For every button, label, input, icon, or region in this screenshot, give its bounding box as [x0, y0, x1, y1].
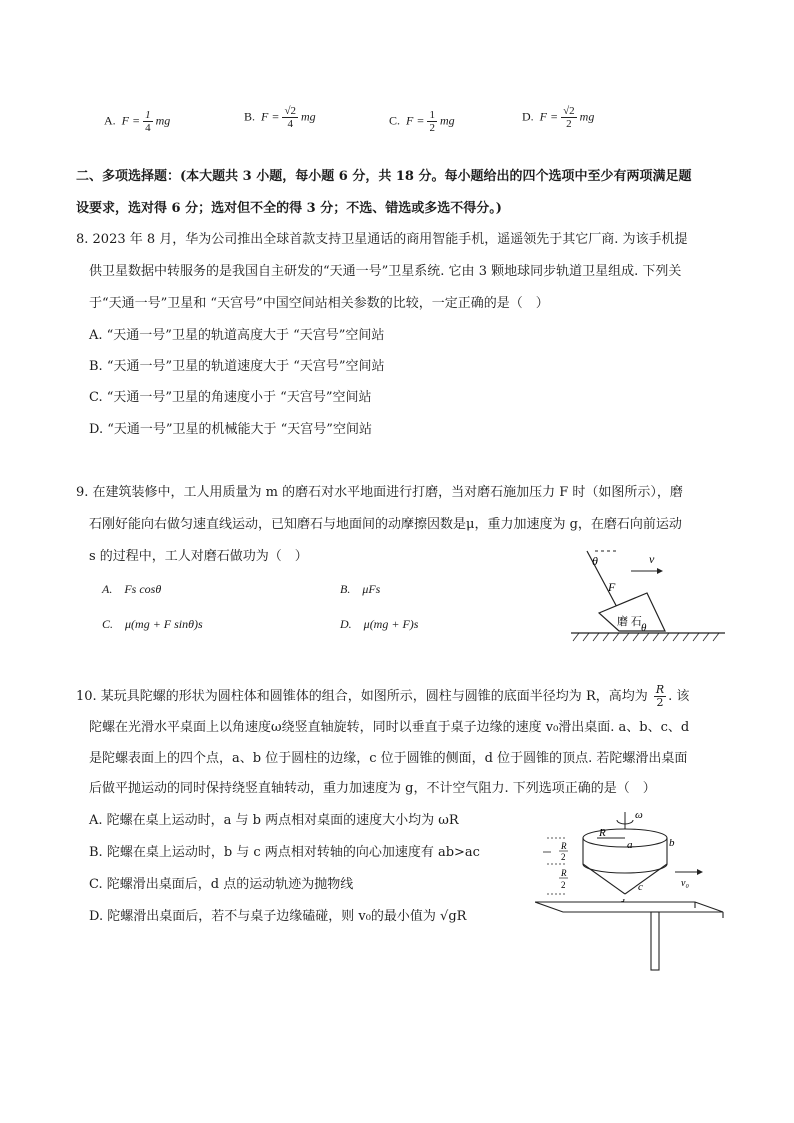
q8-line1: 8. 2023 年 8 月，华为公司推出全球首款支持卫星通话的商用智能手机，遥遥领先于其它厂商. 为该手机提: [76, 232, 688, 247]
q9-ground-hatching: [573, 633, 719, 641]
q10-half-den-2: 2: [561, 880, 566, 890]
q10-a-label: a: [627, 839, 633, 851]
q9-grindstone-figure: [565, 545, 730, 645]
q10-table-leg: [651, 912, 659, 970]
q8-option-b: B. “天通一号”卫星的轨道速度大于 “天宫号”空间站: [89, 359, 385, 374]
q8-line2: 供卫星数据中转服务的是我国自主研发的“天通一号”卫星系统. 它由 3 颗地球同步轨道卫星组成. 下列关: [89, 264, 682, 279]
q8-option-a: A. “天通一号”卫星的轨道高度大于 “天宫号”空间站: [89, 328, 385, 343]
q10-half-num-1: R: [561, 841, 567, 851]
q9-option-d: D. μ(mg + F)s: [340, 617, 419, 631]
q9-theta-top-label: θ: [592, 554, 598, 568]
q7-option-c: C. F = $\frac{1}{2}$ mg: [389, 109, 455, 134]
q9-option-c: C. μ(mg + F sinθ)s: [102, 617, 203, 631]
q10-half-num-2: R: [561, 868, 567, 878]
q10-line2: 陀螺在光滑水平桌面上以角速度ω绕竖直轴旋转，同时以垂直于桌子边缘的速度 v₀滑出桌面. a、b、c、d: [89, 720, 690, 735]
q9-F-label: F: [608, 580, 616, 594]
q10-cone-right: [625, 864, 667, 894]
q10-option-c: C. 陀螺滑出桌面后，d 点的运动轨迹为抛物线: [89, 877, 354, 892]
q10-v0-label: v₀: [681, 878, 689, 889]
q9-line2: 石刚好能向右做匀速直线运动，已知磨石与地面间的动摩擦因数是μ，重力加速度为 g，在磨石向前运动: [89, 517, 682, 532]
q10-option-d: D. 陀螺滑出桌面后，若不与桌子边缘磕碰，则 v₀的最小值为 √gR: [89, 909, 467, 924]
q10-omega-label: ω: [635, 809, 643, 821]
q9-v-label: v: [649, 552, 655, 566]
q10-c-label: c: [638, 881, 643, 893]
q10-line1: 10. 某玩具陀螺的形状为圆柱体和圆锥体的组合，如图所示，圆柱与圆锥的底面半径均为 R，高均为 $\frac{R}{2}$ . 该: [76, 683, 690, 709]
q10-line4: 后做平抛运动的同时保持绕竖直轴转动，重力加速度为 g，不计空气阻力. 下列选项正确的是（ ）: [89, 781, 656, 796]
q7-option-a: A. F = $\frac{1}{4}$ mg: [104, 109, 171, 134]
q9-line3: s 的过程中，工人对磨石做功为（ ）: [89, 549, 308, 564]
q8-option-d: D. “天通一号”卫星的机械能大于 “天宫号”空间站: [89, 422, 372, 437]
q9-line1: 9. 在建筑装修中，工人用质量为 m 的磨石对水平地面进行打磨，当对磨石施加压力 F 时（如图所示），磨: [76, 485, 683, 500]
section2-header-line1: 二、多项选择题：(本大题共 3 小题，每小题 6 分，共 18 分。每小题给出的四个选项中至少有两项满足题: [76, 169, 692, 184]
q7-option-d: D. F = $\frac{√2}{2}$ mg: [522, 105, 595, 130]
q10-option-a: A. 陀螺在桌上运动时，a 与 b 两点相对桌面的速度大小均为 ωR: [89, 813, 459, 828]
q8-option-c: C. “天通一号”卫星的角速度小于 “天宫号”空间站: [89, 390, 372, 405]
q10-half-den-1: 2: [561, 852, 566, 862]
q10-option-b: B. 陀螺在桌上运动时，b 与 c 两点相对转轴的向心加速度有 ab>ac: [89, 845, 480, 860]
q9-option-b: B. μFs: [340, 582, 381, 596]
q10-cone-left: [583, 864, 625, 894]
q10-R-label: R: [599, 827, 606, 839]
q9-block-label: 磨 石: [617, 616, 642, 628]
q9-option-a: A. Fs cosθ: [102, 582, 162, 596]
q7-option-b: B. F = $\frac{√2}{4}$ mg: [244, 105, 316, 130]
q10-b-label: b: [669, 837, 675, 849]
section2-header-line2: 设要求，选对得 6 分；选对但不全的得 3 分；不选、错选或多选不得分。): [76, 201, 502, 216]
q10-line3: 是陀螺表面上的四个点，a、b 位于圆柱的边缘，c 位于圆锥的侧面，d 位于圆锥的顶点. 若陀螺滑出桌面: [89, 751, 688, 766]
q9-theta-bottom-label: θ: [641, 622, 647, 634]
q10-spinning-top-figure: [535, 808, 735, 973]
q9-velocity-arrowhead: [657, 568, 663, 574]
q8-line3: 于“天通一号”卫星和 “天宫号”中国空间站相关参数的比较，一定正确的是（ ）: [89, 296, 549, 311]
q10-cylinder-bottom: [583, 864, 667, 873]
